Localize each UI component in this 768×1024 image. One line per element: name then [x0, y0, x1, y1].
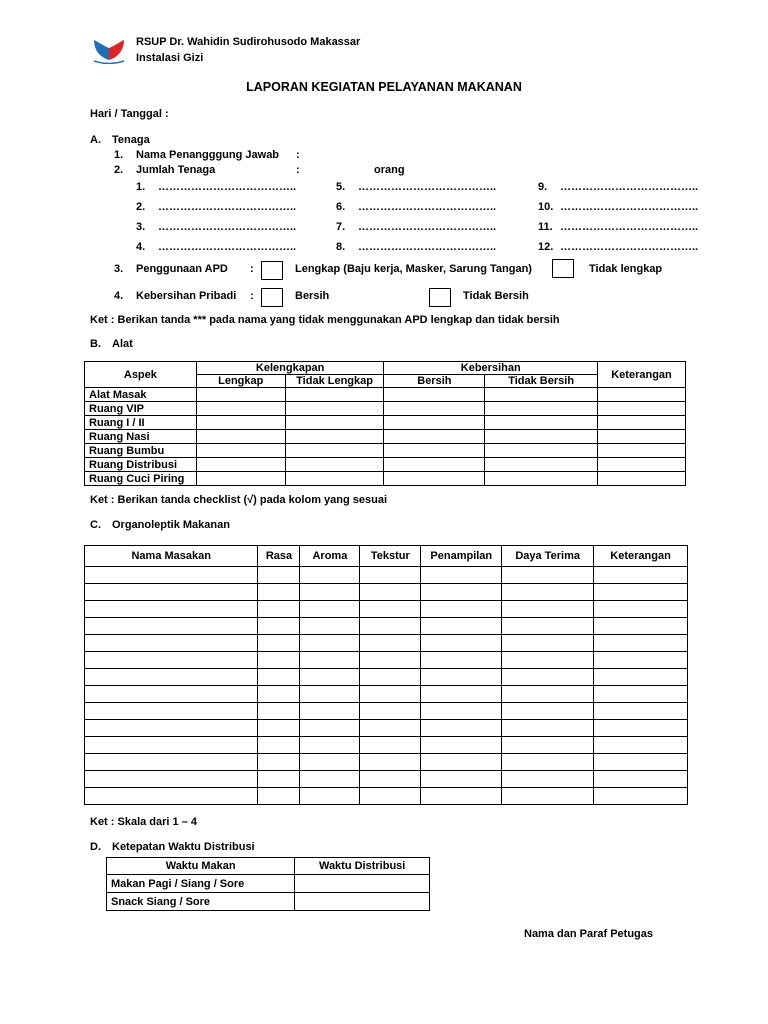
organoleptic-table	[84, 545, 688, 805]
section-d-letter: D.	[90, 841, 101, 853]
staff-dots[interactable]: ………………………………..	[560, 241, 699, 253]
staff-number: 9.	[538, 181, 548, 193]
item-2-num: 2.	[114, 164, 124, 176]
table-cell[interactable]	[421, 669, 502, 686]
meal-time-label: Makan Pagi / Siang / Sore	[107, 875, 295, 893]
item-4-label: Kebersihan Pribadi	[136, 290, 237, 302]
table-cell[interactable]	[360, 788, 421, 805]
staff-number: 4.	[136, 241, 146, 253]
table-row	[85, 652, 688, 669]
table-cell[interactable]	[300, 584, 360, 601]
hospital-logo-icon	[90, 36, 128, 64]
staff-number: 8.	[336, 241, 346, 253]
table-row	[85, 703, 688, 720]
table-cell[interactable]	[594, 720, 688, 737]
staff-dots[interactable]: ………………………………..	[560, 221, 699, 233]
table-cell[interactable]	[300, 686, 360, 703]
table-cell[interactable]	[360, 584, 421, 601]
table-cell[interactable]	[421, 737, 502, 754]
item-1-label: Nama Penangggung Jawab	[136, 149, 280, 161]
col-aroma: Aroma	[300, 546, 360, 567]
hygiene-clean-checkbox[interactable]	[261, 288, 283, 307]
table-cell[interactable]	[258, 635, 300, 652]
table-row	[85, 754, 688, 771]
table-cell[interactable]	[300, 669, 360, 686]
aspek-label: Alat Masak	[85, 388, 197, 402]
item-2-label: Jumlah Tenaga	[136, 164, 216, 176]
staff-number: 12.	[538, 241, 554, 253]
table-cell[interactable]	[258, 720, 300, 737]
table-row	[85, 444, 686, 458]
table-cell[interactable]	[85, 771, 258, 788]
staff-number: 1.	[136, 181, 146, 193]
table-cell[interactable]	[85, 669, 258, 686]
table-cell[interactable]	[421, 720, 502, 737]
section-a-heading: Tenaga	[112, 134, 150, 146]
table-row	[85, 402, 686, 416]
table-cell[interactable]	[502, 720, 594, 737]
col-keterangan: Keterangan	[594, 546, 688, 567]
table-cell[interactable]	[421, 635, 502, 652]
section-c-letter: C.	[90, 519, 101, 531]
table-cell[interactable]	[502, 737, 594, 754]
staff-dots[interactable]: ………………………………..	[560, 181, 699, 193]
table-row	[107, 893, 430, 911]
hygiene-clean-label: Bersih	[295, 290, 330, 302]
staff-dots[interactable]: ………………………………..	[158, 221, 297, 233]
staff-dots[interactable]: ………………………………..	[358, 201, 497, 213]
col-aspek: Aspek	[85, 362, 197, 388]
item-2-unit: orang	[374, 164, 405, 176]
apd-complete-checkbox[interactable]	[261, 261, 283, 280]
table-cell[interactable]	[421, 703, 502, 720]
table-cell[interactable]	[85, 720, 258, 737]
table-cell[interactable]	[502, 567, 594, 584]
item-4-num: 4.	[114, 290, 124, 302]
table-cell[interactable]	[502, 584, 594, 601]
staff-dots[interactable]: ………………………………..	[358, 181, 497, 193]
staff-number: 3.	[136, 221, 146, 233]
staff-dots[interactable]: ………………………………..	[158, 201, 297, 213]
table-cell[interactable]	[502, 652, 594, 669]
col-waktu-makan: Waktu Makan	[107, 858, 295, 875]
table-cell[interactable]	[300, 720, 360, 737]
table-cell[interactable]	[85, 567, 258, 584]
staff-number: 11.	[538, 221, 553, 233]
table-cell[interactable]	[594, 771, 688, 788]
table-cell[interactable]	[258, 754, 300, 771]
section-c-heading: Organoleptik Makanan	[112, 519, 230, 531]
staff-dots[interactable]: ………………………………..	[158, 241, 297, 253]
table-cell[interactable]	[594, 601, 688, 618]
equipment-table	[84, 361, 686, 486]
sub-tidak-lengkap: Tidak Lengkap	[285, 375, 384, 388]
table-cell[interactable]	[594, 567, 688, 584]
apd-incomplete-checkbox[interactable]	[552, 259, 574, 278]
table-cell[interactable]	[360, 754, 421, 771]
unit-name: Instalasi Gizi	[136, 52, 204, 64]
hygiene-unclean-label: Tidak Bersih	[463, 290, 529, 302]
table-cell[interactable]	[594, 635, 688, 652]
table-cell[interactable]	[258, 567, 300, 584]
table-cell[interactable]	[594, 788, 688, 805]
table-row	[107, 875, 430, 893]
table-cell[interactable]	[421, 618, 502, 635]
table-cell[interactable]	[360, 686, 421, 703]
section-c-note: Ket : Skala dari 1 – 4	[90, 816, 197, 828]
table-cell[interactable]	[258, 788, 300, 805]
sub-lengkap: Lengkap	[196, 375, 285, 388]
table-cell[interactable]	[258, 584, 300, 601]
section-b-letter: B.	[90, 338, 101, 350]
section-a-letter: A.	[90, 134, 101, 146]
table-cell[interactable]	[300, 788, 360, 805]
table-cell[interactable]	[85, 652, 258, 669]
table-row	[85, 788, 688, 805]
table-cell[interactable]	[421, 567, 502, 584]
col-kelengkapan: Kelengkapan	[196, 362, 384, 375]
col-keterangan: Keterangan	[598, 362, 686, 388]
table-cell[interactable]	[421, 652, 502, 669]
table-cell[interactable]	[360, 652, 421, 669]
item-3-colon: :	[250, 263, 254, 275]
table-row	[85, 686, 688, 703]
page-title: LAPORAN KEGIATAN PELAYANAN MAKANAN	[246, 80, 522, 94]
table-cell[interactable]	[502, 669, 594, 686]
section-a-note: Ket : Berikan tanda *** pada nama yang tidak menggunakan APD lengkap dan tidak bersih	[90, 314, 560, 326]
aspek-label: Ruang Nasi	[85, 430, 197, 444]
col-waktu-distribusi: Waktu Distribusi	[295, 858, 430, 875]
table-cell[interactable]	[85, 686, 258, 703]
table-cell[interactable]	[594, 618, 688, 635]
table-cell[interactable]	[258, 652, 300, 669]
table-cell[interactable]	[502, 754, 594, 771]
meal-time-label: Snack Siang / Sore	[107, 893, 295, 911]
aspek-label: Ruang Distribusi	[85, 458, 197, 472]
table-cell[interactable]	[85, 754, 258, 771]
sub-tidak-bersih: Tidak Bersih	[485, 375, 598, 388]
table-cell[interactable]	[594, 652, 688, 669]
staff-dots[interactable]: ………………………………..	[358, 221, 497, 233]
col-rasa: Rasa	[258, 546, 300, 567]
section-b-heading: Alat	[112, 338, 133, 350]
table-row	[85, 567, 688, 584]
item-3-num: 3.	[114, 263, 124, 275]
table-cell[interactable]	[85, 703, 258, 720]
distribution-time-cell[interactable]	[295, 875, 430, 893]
table-cell[interactable]	[594, 737, 688, 754]
table-cell[interactable]	[258, 771, 300, 788]
table-cell[interactable]	[300, 601, 360, 618]
table-cell[interactable]	[360, 720, 421, 737]
table-cell[interactable]	[360, 703, 421, 720]
col-tekstur: Tekstur	[360, 546, 421, 567]
table-cell[interactable]	[502, 686, 594, 703]
section-b-note: Ket : Berikan tanda checklist (√) pada kolom yang sesuai	[90, 494, 388, 506]
table-cell[interactable]	[421, 601, 502, 618]
table-cell[interactable]	[258, 737, 300, 754]
table-row	[85, 618, 688, 635]
table-cell[interactable]	[85, 737, 258, 754]
table-cell[interactable]	[421, 686, 502, 703]
table-cell[interactable]	[502, 771, 594, 788]
col-nama-masakan: Nama Masakan	[85, 546, 258, 567]
table-cell[interactable]	[360, 618, 421, 635]
staff-number: 5.	[336, 181, 346, 193]
apd-complete-label: Lengkap (Baju kerja, Masker, Sarung Tangan)	[295, 263, 532, 275]
staff-number: 6.	[336, 201, 346, 213]
table-cell[interactable]	[594, 584, 688, 601]
distribution-time-cell[interactable]	[295, 893, 430, 911]
table-row	[85, 737, 688, 754]
table-row	[85, 430, 686, 444]
table-cell[interactable]	[594, 703, 688, 720]
table-cell[interactable]	[360, 737, 421, 754]
table-cell[interactable]	[360, 635, 421, 652]
table-row	[85, 388, 686, 402]
hygiene-unclean-checkbox[interactable]	[429, 288, 451, 307]
table-cell[interactable]	[85, 635, 258, 652]
table-cell[interactable]	[300, 652, 360, 669]
table-cell[interactable]	[421, 584, 502, 601]
table-row	[85, 635, 688, 652]
table-row	[85, 771, 688, 788]
staff-dots[interactable]: ………………………………..	[358, 241, 497, 253]
signature-label: Nama dan Paraf Petugas	[524, 928, 653, 940]
aspek-label: Ruang I / II	[85, 416, 197, 430]
table-cell[interactable]	[258, 618, 300, 635]
table-cell[interactable]	[300, 567, 360, 584]
col-daya-terima: Daya Terima	[502, 546, 594, 567]
section-d-heading: Ketepatan Waktu Distribusi	[112, 841, 255, 853]
apd-incomplete-label: Tidak lengkap	[589, 263, 663, 275]
staff-dots[interactable]: ………………………………..	[560, 201, 699, 213]
table-cell[interactable]	[360, 669, 421, 686]
table-cell[interactable]	[360, 771, 421, 788]
aspek-label: Ruang Bumbu	[85, 444, 197, 458]
table-cell[interactable]	[594, 754, 688, 771]
table-row	[85, 601, 688, 618]
table-cell[interactable]	[300, 618, 360, 635]
distribution-time-table	[106, 857, 430, 911]
table-cell[interactable]	[300, 771, 360, 788]
item-1-num: 1.	[114, 149, 124, 161]
table-cell[interactable]	[502, 635, 594, 652]
table-cell[interactable]	[360, 567, 421, 584]
item-4-colon: :	[250, 290, 254, 302]
table-cell[interactable]	[594, 686, 688, 703]
table-row	[85, 669, 688, 686]
table-cell[interactable]	[300, 737, 360, 754]
staff-dots[interactable]: ………………………………..	[158, 181, 297, 193]
col-kebersihan: Kebersihan	[384, 362, 598, 375]
table-row	[85, 472, 686, 486]
table-cell[interactable]	[85, 601, 258, 618]
col-penampilan: Penampilan	[421, 546, 502, 567]
table-cell[interactable]	[502, 788, 594, 805]
table-cell[interactable]	[421, 771, 502, 788]
table-cell[interactable]	[502, 703, 594, 720]
table-cell[interactable]	[300, 703, 360, 720]
sub-bersih: Bersih	[384, 375, 485, 388]
table-cell[interactable]	[258, 669, 300, 686]
table-cell[interactable]	[502, 601, 594, 618]
table-cell[interactable]	[421, 754, 502, 771]
table-row	[85, 720, 688, 737]
table-cell[interactable]	[85, 788, 258, 805]
table-row	[85, 458, 686, 472]
institution-name: RSUP Dr. Wahidin Sudirohusodo Makassar	[136, 36, 361, 48]
table-cell[interactable]	[300, 635, 360, 652]
staff-number: 10.	[538, 201, 554, 213]
table-cell[interactable]	[594, 669, 688, 686]
staff-number: 2.	[136, 201, 146, 213]
table-cell[interactable]	[258, 703, 300, 720]
table-cell[interactable]	[258, 686, 300, 703]
table-row	[85, 584, 688, 601]
item-1-colon: :	[296, 149, 300, 161]
aspek-label: Ruang Cuci Piring	[85, 472, 197, 486]
table-cell[interactable]	[85, 584, 258, 601]
table-cell[interactable]	[502, 618, 594, 635]
date-label: Hari / Tanggal :	[90, 108, 169, 120]
table-cell[interactable]	[85, 618, 258, 635]
aspek-label: Ruang VIP	[85, 402, 197, 416]
table-cell[interactable]	[421, 788, 502, 805]
item-3-label: Penggunaan APD	[136, 263, 228, 275]
table-cell[interactable]	[360, 601, 421, 618]
table-row	[85, 416, 686, 430]
item-2-colon: :	[296, 164, 300, 176]
table-cell[interactable]	[300, 754, 360, 771]
staff-number: 7.	[336, 221, 346, 233]
table-cell[interactable]	[258, 601, 300, 618]
